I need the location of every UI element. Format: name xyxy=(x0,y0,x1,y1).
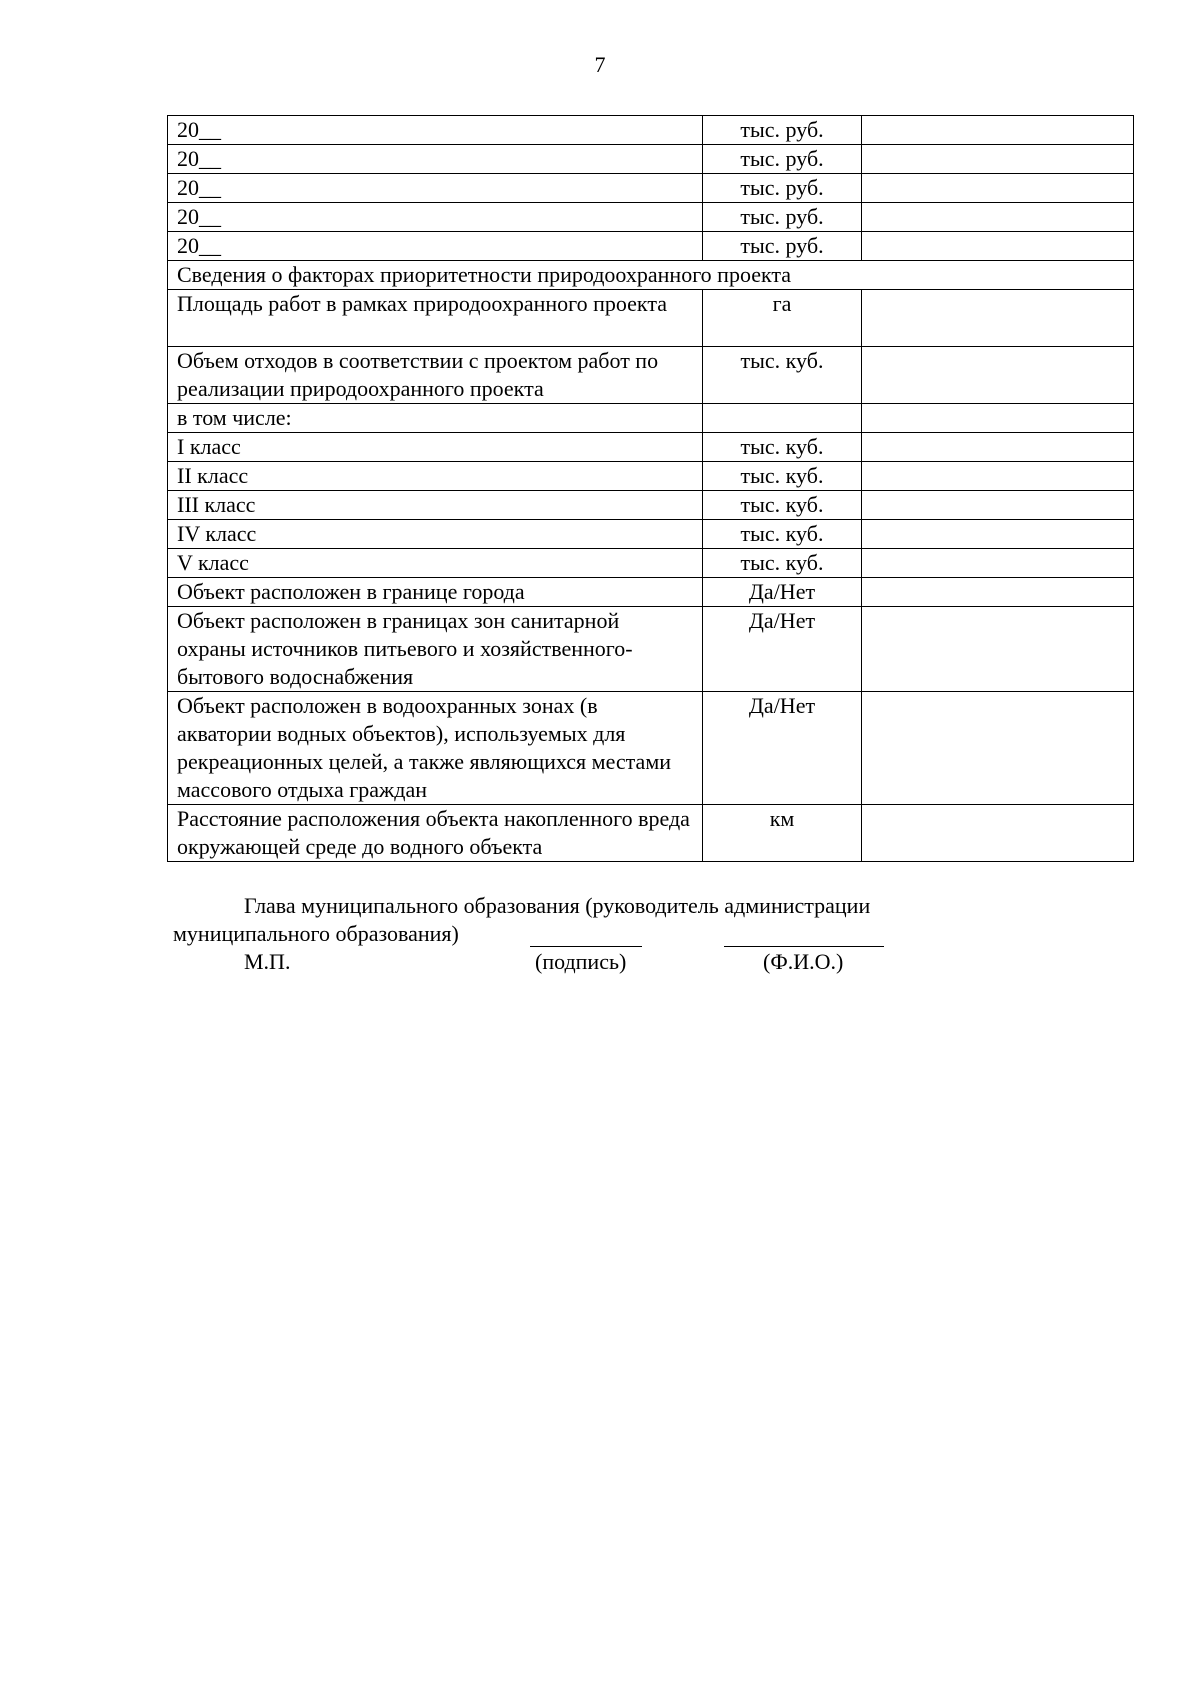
row-value-cell[interactable] xyxy=(862,491,1134,520)
row-value-cell[interactable] xyxy=(862,174,1134,203)
row-unit: тыс. куб. xyxy=(703,462,862,491)
row-unit: тыс. куб. xyxy=(703,433,862,462)
row-unit: тыс. куб. xyxy=(703,491,862,520)
row-unit: тыс. руб. xyxy=(703,232,862,261)
row-label: 20__ xyxy=(168,116,703,145)
table-row xyxy=(168,347,1134,404)
row-value-cell[interactable] xyxy=(862,145,1134,174)
form-table xyxy=(167,115,1134,862)
table-row xyxy=(168,491,1134,520)
signature-caption: (подпись) xyxy=(535,949,627,974)
section-header-row xyxy=(168,261,1134,290)
row-unit: Да/Нет xyxy=(703,607,862,692)
row-label: 20__ xyxy=(168,203,703,232)
row-label: II класс xyxy=(168,462,703,491)
table-row xyxy=(168,607,1134,692)
table-row xyxy=(168,174,1134,203)
table-row xyxy=(168,805,1134,862)
row-unit: км xyxy=(703,805,862,862)
signature-title-line: Глава муниципального образования (руководитель администрации xyxy=(244,893,871,918)
page-number: 7 xyxy=(594,52,606,77)
row-label: Расстояние расположения объекта накопленного вреда окружающей среде до водного объекта xyxy=(168,805,703,862)
row-value-cell[interactable] xyxy=(862,692,1134,805)
fio-caption: (Ф.И.О.) xyxy=(763,949,844,974)
table-row xyxy=(168,692,1134,805)
table-row xyxy=(168,433,1134,462)
row-label: IV класс xyxy=(168,520,703,549)
row-value-cell[interactable] xyxy=(862,462,1134,491)
table-row xyxy=(168,578,1134,607)
table-row xyxy=(168,116,1134,145)
row-value-cell[interactable] xyxy=(862,232,1134,261)
stamp-label: М.П. xyxy=(244,949,291,974)
fio-blank-line[interactable] xyxy=(724,946,884,947)
signature-blank-line[interactable] xyxy=(530,946,642,947)
row-value-cell[interactable] xyxy=(862,578,1134,607)
row-label: I класс xyxy=(168,433,703,462)
table-row xyxy=(168,462,1134,491)
row-label: 20__ xyxy=(168,145,703,174)
row-value-cell[interactable] xyxy=(862,290,1134,347)
row-label: Объем отходов в соответствии с проектом работ по реализации природоохранного проекта xyxy=(168,347,703,404)
row-value-cell[interactable] xyxy=(862,607,1134,692)
table-row xyxy=(168,232,1134,261)
row-label: в том числе: xyxy=(168,404,703,433)
row-value-cell[interactable] xyxy=(862,805,1134,862)
row-label: Объект расположен в границе города xyxy=(168,578,703,607)
row-label: Объект расположен в водоохранных зонах (в акватории водных объектов), используемых для рекреационных целей, а также являющихся местами массового отдыха граждан xyxy=(168,692,703,805)
row-unit: Да/Нет xyxy=(703,578,862,607)
table-row xyxy=(168,290,1134,347)
row-unit: тыс. руб. xyxy=(703,145,862,174)
row-unit: тыс. руб. xyxy=(703,203,862,232)
row-value-cell[interactable] xyxy=(862,347,1134,404)
table-row xyxy=(168,520,1134,549)
table-row xyxy=(168,404,1134,433)
row-value-cell[interactable] xyxy=(862,520,1134,549)
row-label: V класс xyxy=(168,549,703,578)
signature-block xyxy=(173,892,1133,976)
table-row xyxy=(168,549,1134,578)
table-row xyxy=(168,203,1134,232)
row-value-cell[interactable] xyxy=(862,433,1134,462)
row-unit: тыс. руб. xyxy=(703,174,862,203)
section-header: Сведения о факторах приоритетности природоохранного проекта xyxy=(168,261,1134,290)
table-row xyxy=(168,145,1134,174)
row-unit: тыс. куб. xyxy=(703,347,862,404)
row-label: Площадь работ в рамках природоохранного проекта xyxy=(168,290,703,347)
row-label: 20__ xyxy=(168,174,703,203)
row-unit: тыс. куб. xyxy=(703,520,862,549)
row-label: 20__ xyxy=(168,232,703,261)
row-unit: Да/Нет xyxy=(703,692,862,805)
row-label: III класс xyxy=(168,491,703,520)
row-value-cell[interactable] xyxy=(862,404,1134,433)
row-value-cell[interactable] xyxy=(862,203,1134,232)
row-unit: тыс. руб. xyxy=(703,116,862,145)
row-label: Объект расположен в границах зон санитарной охраны источников питьевого и хозяйственного-бытового водоснабжения xyxy=(168,607,703,692)
signature-title-continuation: муниципального образования) xyxy=(173,921,459,946)
row-unit xyxy=(703,404,862,433)
row-unit: га xyxy=(703,290,862,347)
row-unit: тыс. куб. xyxy=(703,549,862,578)
row-value-cell[interactable] xyxy=(862,116,1134,145)
row-value-cell[interactable] xyxy=(862,549,1134,578)
